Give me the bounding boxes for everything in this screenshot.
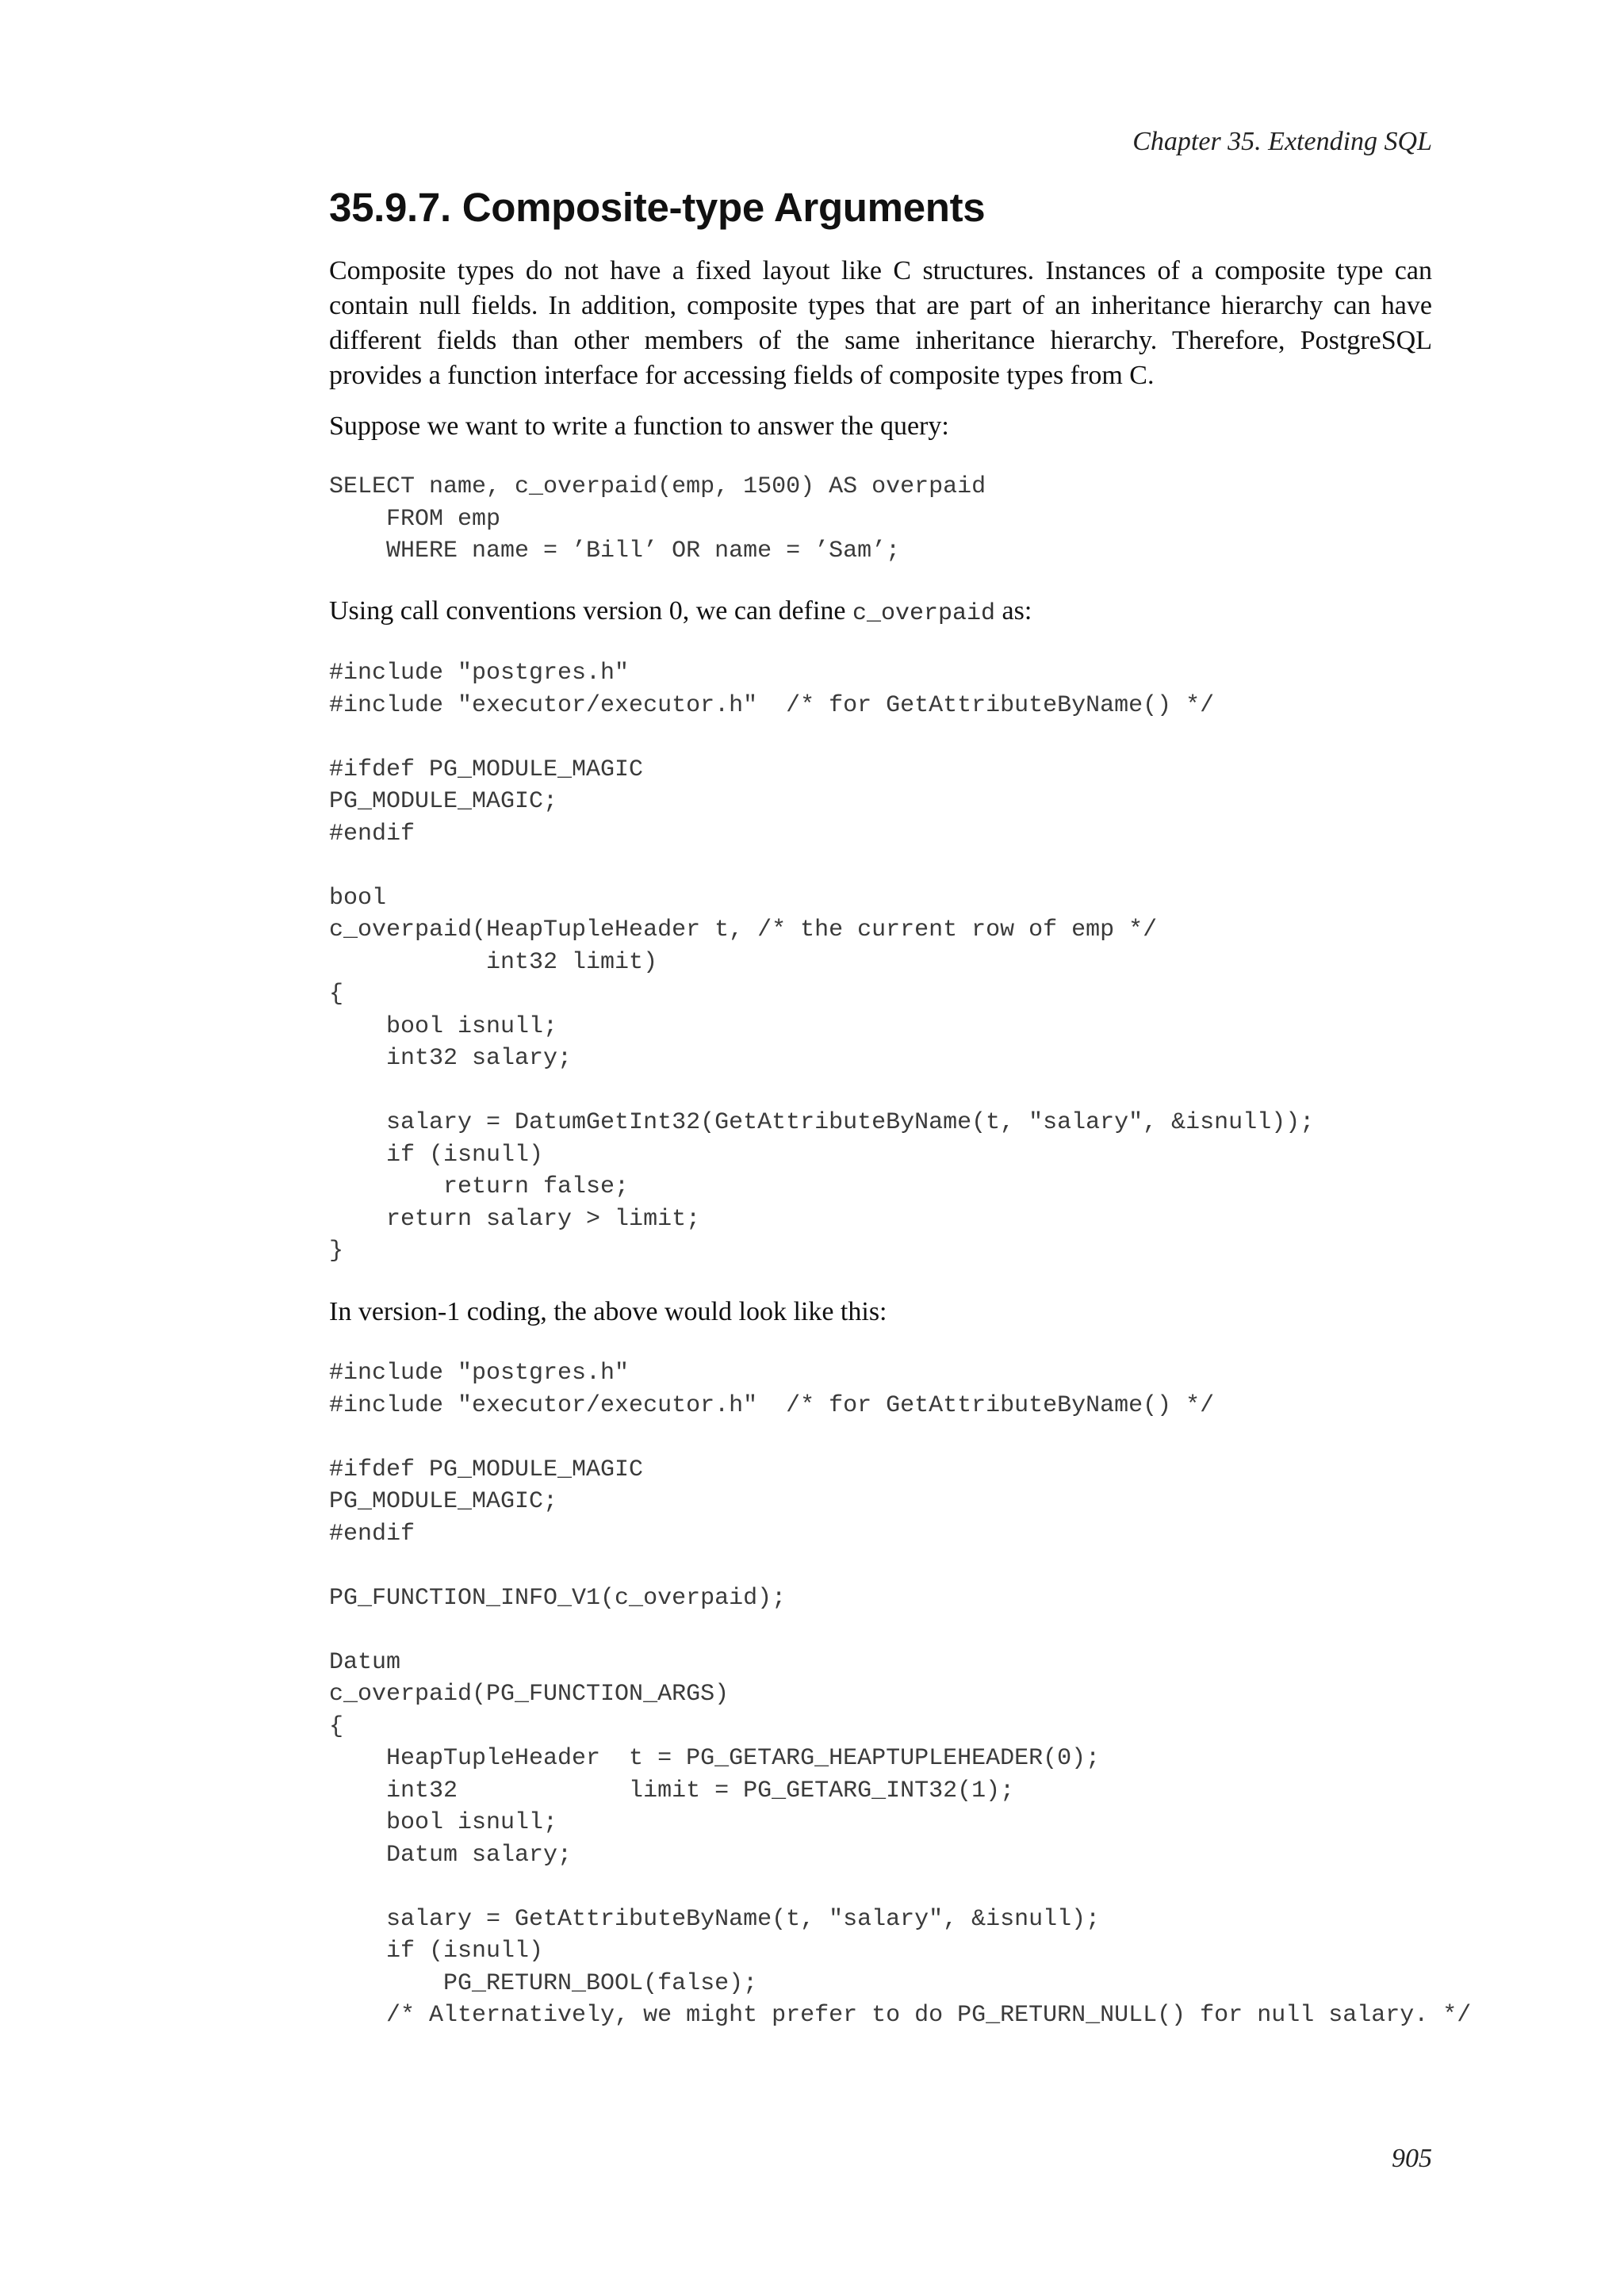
running-header: Chapter 35. Extending SQL	[1132, 127, 1432, 156]
section-title: 35.9.7. Composite-type Arguments	[329, 185, 986, 230]
version0-intro-paragraph	[329, 594, 1432, 631]
query-intro-paragraph: Suppose we want to write a function to answer the query:	[329, 411, 949, 441]
sql-query-code-block: SELECT name, c_overpaid(emp, 1500) AS overpaid FROM emp WHERE name = ’Bill’ OR name = ’Sam’;	[329, 473, 986, 564]
function-name-inline-code: c_overpaid	[852, 600, 996, 627]
intro-paragraph: Composite types do not have a fixed layout like C structures. Instances of a composite type can contain null fields. In addition, composite types that are part of an inheritance hierarchy can have different fields than other members of the same inheritance hierarchy. Therefore, PostgreSQL provides a function interface for accessing fields of composite types from C.	[329, 256, 1432, 390]
version0-code-block: #include "postgres.h" #include "executor/executor.h" /* for GetAttributeByName() */ #ifdef PG_MODULE_MAGIC PG_MODULE_MAGIC; #endif bool c_overpaid(HeapTupleHeader t, /* the current row of emp */ int32 limit) { bool isnull; int32 salary; salary = DatumGetInt32(GetAttributeByName(t, "salary", &isnull)); if (isnull) return false; return salary > limit; }	[329, 660, 1315, 1265]
version1-intro-paragraph: In version-1 coding, the above would look like this:	[329, 1297, 887, 1326]
version0-intro-text: Using call conventions version 0, we can define	[329, 596, 852, 626]
page-number: 905	[1392, 2144, 1432, 2173]
version0-intro-suffix: as:	[995, 596, 1032, 626]
version1-code-block: #include "postgres.h" #include "executor/executor.h" /* for GetAttributeByName() */ #ifdef PG_MODULE_MAGIC PG_MODULE_MAGIC; #endif PG_FUNCTION_INFO_V1(c_overpaid); Datum c_overpaid(PG_FUNCTION_ARGS) { HeapTupleHeader t = PG_GETARG_HEAPTUPLEHEADER(0); int32 limit = PG_GETARG_INT32(1); bool isnull; Datum salary; salary = GetAttributeByName(t, "salary", &isnull); if (isnull) PG_RETURN_BOOL(false); /* Alternatively, we might prefer to do PG_RETURN_NULL() for null salary. */	[329, 1360, 1472, 2029]
